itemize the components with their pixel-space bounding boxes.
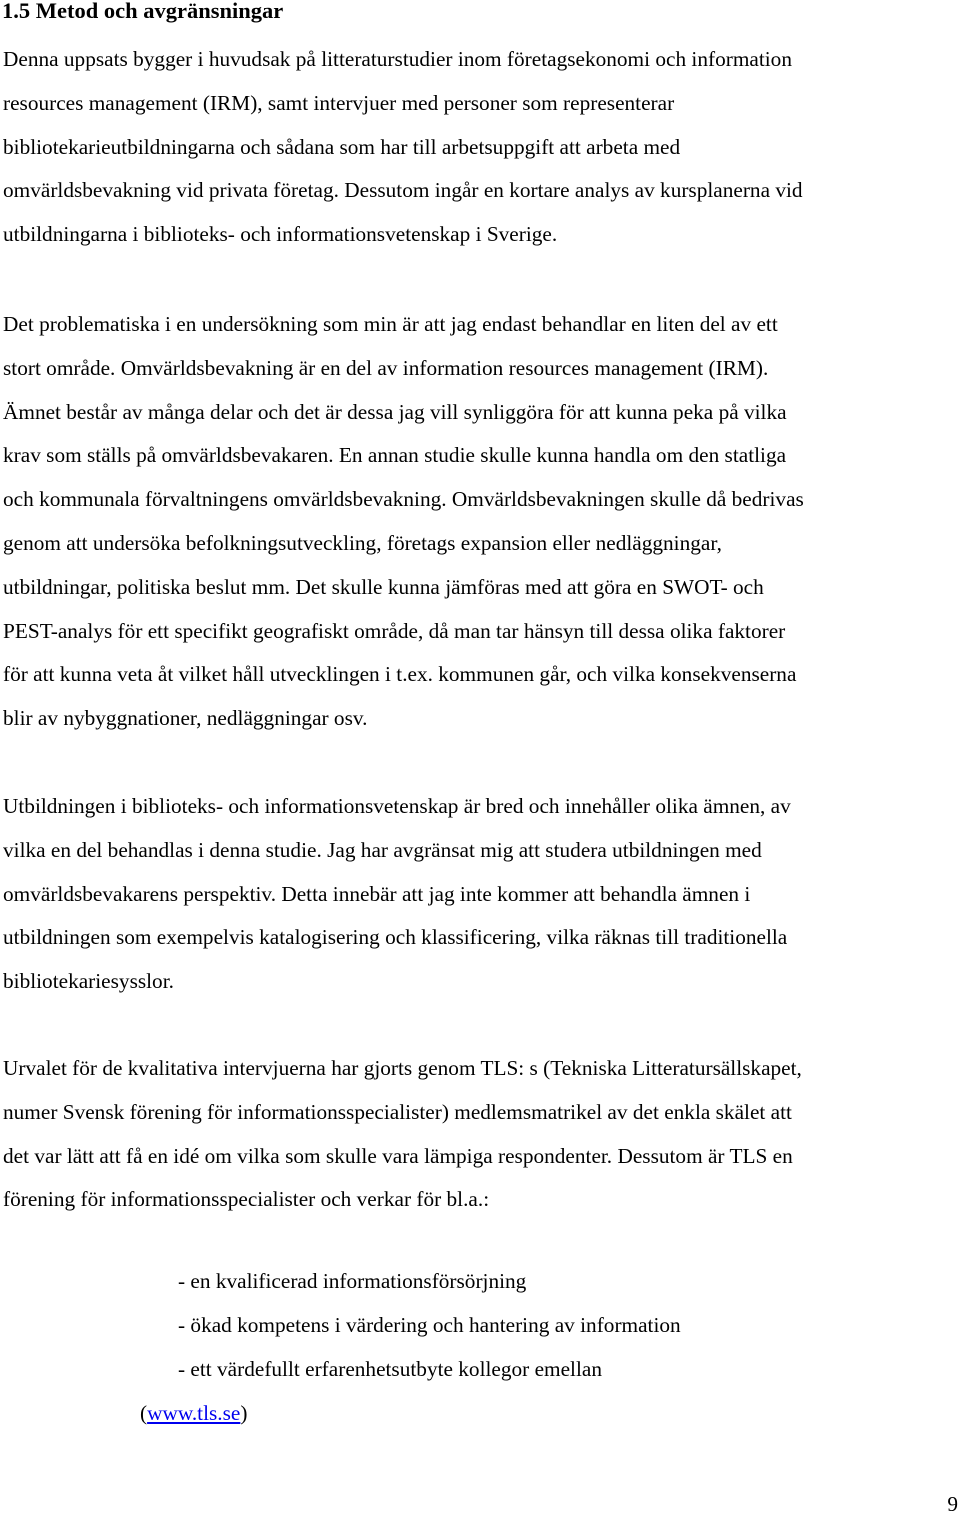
paren-close: )	[240, 1401, 248, 1425]
tls-link[interactable]: www.tls.se	[147, 1401, 241, 1425]
text-line: resources management (IRM), samt intervjuer med personer som representerar	[3, 90, 675, 115]
paragraph-education	[3, 785, 960, 1004]
list-item: - en kvalificerad informationsförsörjning	[178, 1269, 527, 1293]
text-line: genom att undersöka befolkningsutveckling, företags expansion eller nedläggningar,	[3, 530, 722, 555]
text-line: utbildningar, politiska beslut mm. Det skulle kunna jämföras med att göra en SWOT- och	[3, 574, 764, 599]
source-reference	[140, 1391, 247, 1435]
text-line: vilka en del behandlas i denna studie. Jag har avgränsat mig att studera utbildningen med	[3, 837, 762, 862]
list-item: - ett värdefullt erfarenhetsutbyte kollegor emellan	[178, 1357, 602, 1381]
paragraph-selection	[3, 1047, 960, 1222]
text-line: blir av nybyggnationer, nedläggningar osv.	[3, 706, 368, 731]
paren-open: (	[140, 1401, 148, 1425]
text-line: Det problematiska i en undersökning som min är att jag endast behandlar en liten del av ett	[3, 312, 778, 336]
text-line: utbildningen som exempelvis katalogisering och klassificering, vilka räknas till traditionella	[3, 925, 788, 950]
text-line: Urvalet för de kvalitativa intervjuerna har gjorts genom TLS: s (Tekniska Litteratursällskapet,	[3, 1056, 802, 1080]
text-line: omvärldsbevakning vid privata företag. Dessutom ingår en kortare analys av kursplanerna vid	[3, 178, 803, 203]
text-line: utbildningarna i biblioteks- och informationsvetenskap i Sverige.	[3, 222, 558, 247]
section-heading: 1.5 Metod och avgränsningar	[2, 0, 284, 23]
text-line: förening för informationsspecialister och verkar för bl.a.:	[3, 1187, 490, 1212]
paragraph-method	[3, 38, 960, 257]
text-line: PEST-analys för ett specifikt geografiskt område, då man tar hänsyn till dessa olika faktorer	[3, 618, 786, 643]
page-number: 9	[947, 1492, 958, 1516]
text-line: omvärldsbevakarens perspektiv. Detta innebär att jag inte kommer att behandla ämnen i	[3, 881, 751, 906]
text-line: och kommunala förvaltningens omvärldsbevakning. Omvärldsbevakningen skulle då bedrivas	[3, 487, 804, 512]
text-line: krav som ställs på omvärldsbevakaren. En annan studie skulle kunna handla om den statliga	[3, 443, 787, 468]
list-item: - ökad kompetens i värdering och hantering av information	[178, 1313, 681, 1337]
text-line: bibliotekarieutbildningarna och sådana som har till arbetsuppgift att arbeta med	[3, 134, 681, 159]
text-line: Utbildningen i biblioteks- och informationsvetenskap är bred och innehåller olika ämnen, av	[3, 794, 791, 818]
goals-list	[178, 1259, 681, 1391]
text-line: numer Svensk förening för informationsspecialister) medlemsmatrikel av det enkla skälet att	[3, 1099, 792, 1124]
paragraph-problem	[3, 303, 960, 741]
text-line: det var lätt att få en idé om vilka som skulle vara lämpiga respondenter. Dessutom är TLS en	[3, 1143, 793, 1168]
text-line: för att kunna veta åt vilket håll utvecklingen i t.ex. kommunen går, och vilka konsekvenserna	[3, 662, 797, 687]
text-line: stort område. Omvärldsbevakning är en del av information resources management (IRM).	[3, 355, 769, 380]
text-line: bibliotekariesysslor.	[3, 969, 174, 994]
text-line: Ämnet består av många delar och det är dessa jag vill synliggöra för att kunna peka på vilka	[3, 399, 787, 424]
text-line: Denna uppsats bygger i huvudsak på litteraturstudier inom företagsekonomi och information	[3, 47, 792, 71]
